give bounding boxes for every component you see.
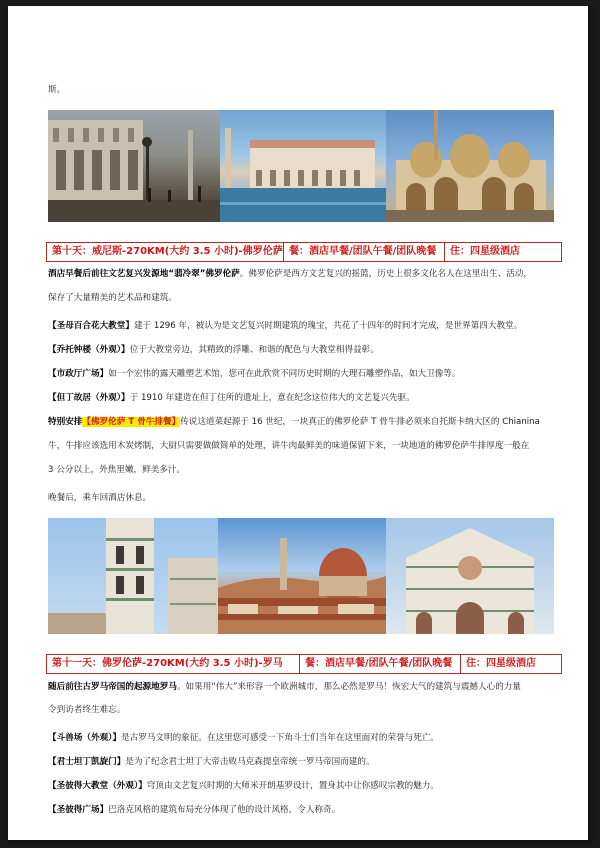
day10-sight-4 bbox=[48, 392, 415, 405]
day11-paragraph-line2: 令到访者终生难忘。 bbox=[48, 705, 126, 715]
day11-sight-3 bbox=[48, 780, 439, 793]
special-arrangement-label: 特别安排 bbox=[48, 417, 83, 427]
day10-special-line1 bbox=[48, 416, 540, 429]
day10-sight-3-text: 如一个宏伟的露天雕塑艺术馆，您可在此欣赏不同历史时期的大理石雕塑作品，如大卫像等。 bbox=[108, 369, 461, 379]
day10-special-line2: 牛，牛排应该选用木炭烤制，大厨只需要做做简单的处理，讲牛肉最鲜美的味道保留下来，一块地道的佛罗伦萨牛排厚度一般在 bbox=[48, 441, 530, 451]
day11-sight-3-tag: 【圣彼得大教堂（外观）】 bbox=[48, 781, 147, 791]
doge-palace-lagoon-photo bbox=[220, 110, 386, 222]
t-bone-text-1: 传说这道菜起源于 16 世纪，一块真正的佛罗伦萨 T 骨牛排必须来自托斯卡纳大区的 Chianina bbox=[180, 417, 540, 427]
day10-sight-2-tag: 【乔托钟楼（外观）】 bbox=[48, 345, 130, 355]
day10-header-row bbox=[46, 242, 562, 262]
day11-hotel: 住：四星级酒店 bbox=[466, 658, 536, 669]
day10-paragraph-line2: 保存了大量精美的艺术品和建筑。 bbox=[48, 293, 177, 303]
day10-hotel: 住：四星级酒店 bbox=[450, 246, 520, 257]
day10-sight-1 bbox=[48, 320, 522, 333]
day10-sight-2-text: 位于大教堂旁边，其精致的浮雕、和谐的配色与大教堂相得益彰。 bbox=[129, 345, 379, 355]
day10-title: 第十天：威尼斯-270KM(大约 3.5 小时)-佛罗伦萨 bbox=[47, 243, 284, 261]
t-bone-steak-tag: 【佛罗伦萨 T 骨牛排餐】 bbox=[82, 417, 181, 427]
day10-sight-4-text: 于 1910 年建造在但丁住所的遗址上，意在纪念这位伟大的文艺复兴先驱。 bbox=[129, 393, 415, 403]
day11-title: 第十一天：佛罗伦萨-270KM(大约 3.5 小时)-罗马 bbox=[47, 655, 300, 673]
florence-skyline-photo bbox=[218, 518, 386, 634]
day11-paragraph-line1 bbox=[48, 681, 521, 694]
venice-photo-strip bbox=[48, 110, 554, 222]
duomo-facade-photo bbox=[386, 518, 554, 634]
day10-sight-2 bbox=[48, 344, 379, 357]
day11-sight-3-text: 穹顶由文艺复兴时期的大师米开朗基罗设计，置身其中让你感叹宗教的魅力。 bbox=[146, 781, 440, 791]
day10-evening: 晚餐后，乘车回酒店休息。 bbox=[48, 493, 152, 503]
day11-sight-1-tag: 【斗兽场（外观）】 bbox=[48, 733, 122, 743]
day10-special-line3: 3 公分以上，外焦里嫩，鲜美多汁。 bbox=[48, 465, 186, 475]
day11-sight-2 bbox=[48, 756, 375, 769]
day11-p1-lead: 随后前往古罗马帝国的起源地 bbox=[48, 682, 160, 692]
intro-text-tail: 斯。 bbox=[48, 85, 66, 95]
day11-sight-1-text: 是古罗马文明的象征。在这里您可感受一下角斗士们当年在这里面对的荣誉与死亡。 bbox=[121, 733, 440, 743]
day11-p1-city: 罗马 bbox=[159, 682, 177, 692]
st-mark-basilica-photo bbox=[386, 110, 554, 222]
day10-sight-3 bbox=[48, 368, 461, 381]
day10-sight-1-text: 建于 1296 年，被认为是文艺复兴时期建筑的瑰宝，共花了十四年的时间才完成，是世界第四大教堂。 bbox=[133, 321, 523, 331]
day11-sight-2-tag: 【君士坦丁凯旋门】 bbox=[48, 757, 126, 767]
document-page bbox=[8, 6, 588, 840]
day10-paragraph-line1 bbox=[48, 268, 532, 281]
day10-sight-3-tag: 【市政厅广场】 bbox=[48, 369, 109, 379]
doge-palace-arcade-photo bbox=[48, 110, 220, 222]
day10-p1-text: 。佛罗伦萨是西方文艺复兴的摇篮，历史上很多文化名人在这里出生、活动， bbox=[239, 269, 532, 279]
giotto-bell-tower-photo bbox=[48, 518, 218, 634]
day10-p1-lead: 酒店早餐后前往文艺复兴发源地“翡冷翠” bbox=[48, 269, 206, 279]
day11-sight-4-tag: 【圣彼得广场】 bbox=[48, 805, 109, 815]
day11-sight-4-text: 巴洛克风格的建筑布局充分体现了他的设计风格，令人称奇。 bbox=[108, 805, 341, 815]
day11-sight-1 bbox=[48, 732, 439, 745]
day11-sight-2-text: 是为了纪念君士坦丁大帝击败马克森提皇帝统一罗马帝国而建的。 bbox=[125, 757, 375, 767]
day10-meals: 餐：酒店早餐/团队午餐/团队晚餐 bbox=[284, 243, 445, 261]
day10-sight-4-tag: 【但丁故居（外观）】 bbox=[48, 393, 130, 403]
day11-meals: 餐：酒店早餐/团队午餐/团队晚餐 bbox=[300, 655, 461, 673]
day11-sight-4 bbox=[48, 804, 340, 817]
day11-p1-text: 。如果用“伟大”来形容一个欧洲城市，那么必然是罗马！恢宏大气的建筑与震撼人心的力量 bbox=[176, 682, 521, 692]
day10-sight-1-tag: 【圣母百合花大教堂】 bbox=[48, 321, 134, 331]
florence-photo-strip bbox=[48, 518, 554, 634]
day11-header-row bbox=[46, 654, 562, 674]
day10-p1-city: 佛罗伦萨 bbox=[205, 269, 240, 279]
